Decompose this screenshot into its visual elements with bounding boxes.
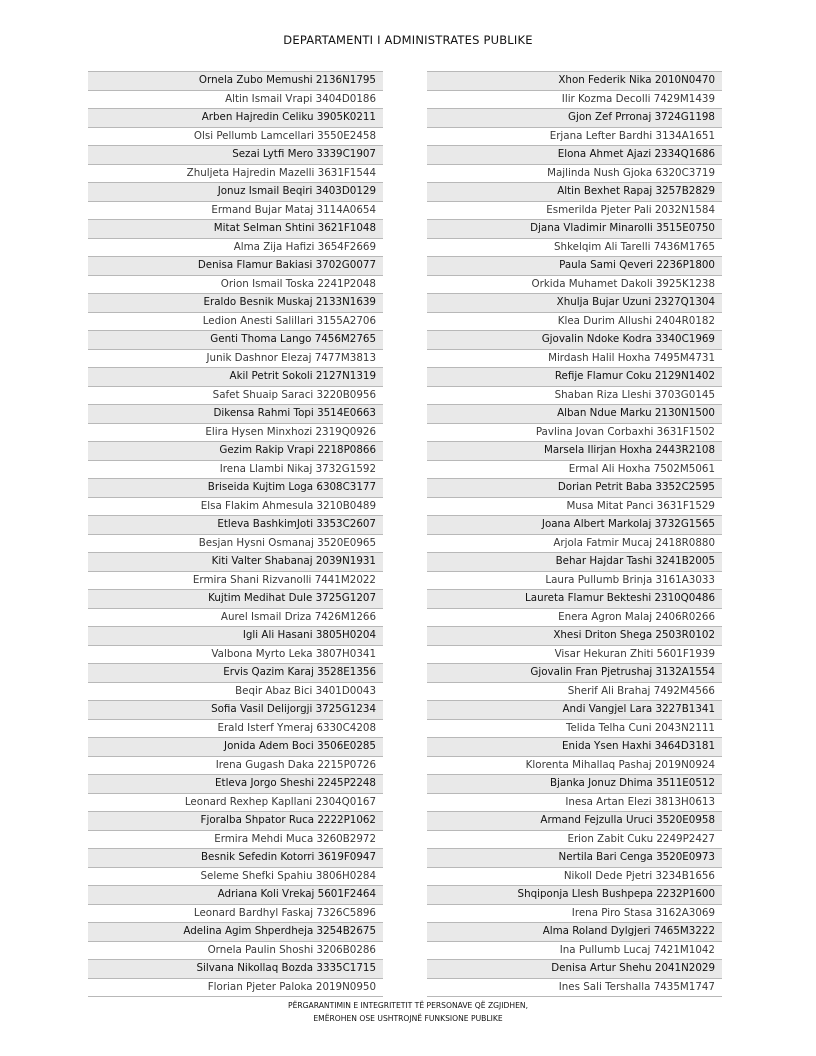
- list-item: Xhesi Driton Shega 2503R0102: [427, 627, 722, 646]
- footer-line-1: PËRGARANTIMIN E INTEGRITETIT TË PERSONAVE QË ZGJIDHEN,: [288, 1001, 528, 1010]
- list-item: Ermira Shani Rizvanolli 7441M2022: [88, 572, 383, 591]
- list-item: Briseida Kujtim Loga 6308C3177: [88, 479, 383, 498]
- list-item: Besjan Hysni Osmanaj 3520E0965: [88, 535, 383, 554]
- list-item: Silvana Nikollaq Bozda 3335C1715: [88, 960, 383, 979]
- footer-line-2: EMËROHEN OSE USHTROJNË FUNKSIONE PUBLIKE: [313, 1014, 503, 1023]
- list-item: Ornela Paulin Shoshi 3206B0286: [88, 942, 383, 961]
- list-item: Enida Ysen Haxhi 3464D3181: [427, 738, 722, 757]
- list-item: Etleva Jorgo Sheshi 2245P2248: [88, 775, 383, 794]
- list-item: Arben Hajredin Celiku 3905K0211: [88, 109, 383, 128]
- list-item: Xhulja Bujar Uzuni 2327Q1304: [427, 294, 722, 313]
- list-item: Alma Zija Hafizi 3654F2669: [88, 239, 383, 258]
- list-item: Mitat Selman Shtini 3621F1048: [88, 220, 383, 239]
- list-item: Leonard Rexhep Kapllani 2304Q0167: [88, 794, 383, 813]
- list-item: Mirdash Halil Hoxha 7495M4731: [427, 350, 722, 369]
- list-item: Kujtim Medihat Dule 3725G1207: [88, 590, 383, 609]
- list-item: Laureta Flamur Bekteshi 2310Q0486: [427, 590, 722, 609]
- list-item: Fjoralba Shpator Ruca 2222P1062: [88, 812, 383, 831]
- list-item: Visar Hekuran Zhiti 5601F1939: [427, 646, 722, 665]
- list-item: Ina Pullumb Lucaj 7421M1042: [427, 942, 722, 961]
- list-item: Ines Sali Tershalla 7435M1747: [427, 979, 722, 998]
- list-item: Dorian Petrit Baba 3352C2595: [427, 479, 722, 498]
- list-item: Alma Roland Dylgjeri 7465M3222: [427, 923, 722, 942]
- list-item: Laura Pullumb Brinja 3161A3033: [427, 572, 722, 591]
- list-item: Olsi Pellumb Lamcellari 3550E2458: [88, 128, 383, 147]
- list-item: Adriana Koli Vrekaj 5601F2464: [88, 886, 383, 905]
- list-item: Gjovalin Ndoke Kodra 3340C1969: [427, 331, 722, 350]
- list-item: Jonuz Ismail Beqiri 3403D0129: [88, 183, 383, 202]
- list-item: Aurel Ismail Driza 7426M1266: [88, 609, 383, 628]
- list-item: Ornela Zubo Memushi 2136N1795: [88, 72, 383, 91]
- list-item: Shaban Riza Lleshi 3703G0145: [427, 387, 722, 406]
- list-item: Shqiponja Llesh Bushpepa 2232P1600: [427, 886, 722, 905]
- list-item: Altin Bexhet Rapaj 3257B2829: [427, 183, 722, 202]
- list-item: Valbona Myrto Leka 3807H0341: [88, 646, 383, 665]
- list-item: Inesa Artan Elezi 3813H0613: [427, 794, 722, 813]
- list-item: Sherif Ali Brahaj 7492M4566: [427, 683, 722, 702]
- list-item: Safet Shuaip Saraci 3220B0956: [88, 387, 383, 406]
- list-item: Gjovalin Fran Pjetrushaj 3132A1554: [427, 664, 722, 683]
- list-item: Altin Ismail Vrapi 3404D0186: [88, 91, 383, 110]
- list-item: Elona Ahmet Ajazi 2334Q1686: [427, 146, 722, 165]
- list-item: Erald Isterf Ymeraj 6330C4208: [88, 720, 383, 739]
- list-item: Etleva BashkimJoti 3353C2607: [88, 516, 383, 535]
- list-item: Seleme Shefki Spahiu 3806H0284: [88, 868, 383, 887]
- list-item: Erjana Lefter Bardhi 3134A1651: [427, 128, 722, 147]
- list-item: Denisa Flamur Bakiasi 3702G0077: [88, 257, 383, 276]
- list-item: Beqir Abaz Bici 3401D0043: [88, 683, 383, 702]
- list-item: Ermand Bujar Mataj 3114A0654: [88, 202, 383, 221]
- list-item: Besnik Sefedin Kotorri 3619F0947: [88, 849, 383, 868]
- list-item: Refije Flamur Coku 2129N1402: [427, 368, 722, 387]
- list-item: Gezim Rakip Vrapi 2218P0866: [88, 442, 383, 461]
- list-item: Elsa Flakim Ahmesula 3210B0489: [88, 498, 383, 517]
- list-item: Musa Mitat Panci 3631F1529: [427, 498, 722, 517]
- left-name-column: [88, 71, 383, 997]
- list-item: Ermal Ali Hoxha 7502M5061: [427, 461, 722, 480]
- list-item: Nertila Bari Cenga 3520E0973: [427, 849, 722, 868]
- list-item: Pavlina Jovan Corbaxhi 3631F1502: [427, 424, 722, 443]
- list-item: Genti Thoma Lango 7456M2765: [88, 331, 383, 350]
- list-item: Behar Hajdar Tashi 3241B2005: [427, 553, 722, 572]
- list-item: Xhon Federik Nika 2010N0470: [427, 72, 722, 91]
- list-item: Igli Ali Hasani 3805H0204: [88, 627, 383, 646]
- right-name-column: [427, 71, 722, 997]
- list-item: Gjon Zef Prronaj 3724G1198: [427, 109, 722, 128]
- list-item: Andi Vangjel Lara 3227B1341: [427, 701, 722, 720]
- list-item: Irena Piro Stasa 3162A3069: [427, 905, 722, 924]
- list-item: Klea Durim Allushi 2404R0182: [427, 313, 722, 332]
- list-item: Akil Petrit Sokoli 2127N1319: [88, 368, 383, 387]
- list-item: Zhuljeta Hajredin Mazelli 3631F1544: [88, 165, 383, 184]
- list-item: Arjola Fatmir Mucaj 2418R0880: [427, 535, 722, 554]
- list-item: Irena Llambi Nikaj 3732G1592: [88, 461, 383, 480]
- list-item: Sezai Lytfi Mero 3339C1907: [88, 146, 383, 165]
- list-item: Bjanka Jonuz Dhima 3511E0512: [427, 775, 722, 794]
- list-item: Junik Dashnor Elezaj 7477M3813: [88, 350, 383, 369]
- list-item: Ervis Qazim Karaj 3528E1356: [88, 664, 383, 683]
- list-item: Armand Fejzulla Uruci 3520E0958: [427, 812, 722, 831]
- list-item: Leonard Bardhyl Faskaj 7326C5896: [88, 905, 383, 924]
- list-item: Marsela Ilirjan Hoxha 2443R2108: [427, 442, 722, 461]
- list-item: Eraldo Besnik Muskaj 2133N1639: [88, 294, 383, 313]
- list-item: Sofia Vasil Delijorgji 3725G1234: [88, 701, 383, 720]
- list-item: Kiti Valter Shabanaj 2039N1931: [88, 553, 383, 572]
- list-item: Esmerilda Pjeter Pali 2032N1584: [427, 202, 722, 221]
- list-item: Orkida Muhamet Dakoli 3925K1238: [427, 276, 722, 295]
- document-title: DEPARTAMENTI I ADMINISTRATES PUBLIKE: [283, 33, 533, 47]
- list-item: Majlinda Nush Gjoka 6320C3719: [427, 165, 722, 184]
- list-item: Telida Telha Cuni 2043N2111: [427, 720, 722, 739]
- list-item: Elira Hysen Minxhozi 2319Q0926: [88, 424, 383, 443]
- list-item: Orion Ismail Toska 2241P2048: [88, 276, 383, 295]
- list-item: Joana Albert Markolaj 3732G1565: [427, 516, 722, 535]
- list-item: Ermira Mehdi Muca 3260B2972: [88, 831, 383, 850]
- list-item: Denisa Artur Shehu 2041N2029: [427, 960, 722, 979]
- list-item: Djana Vladimir Minarolli 3515E0750: [427, 220, 722, 239]
- list-item: Ledion Anesti Salillari 3155A2706: [88, 313, 383, 332]
- list-item: Paula Sami Qeveri 2236P1800: [427, 257, 722, 276]
- list-item: Ilir Kozma Decolli 7429M1439: [427, 91, 722, 110]
- footer: [0, 999, 816, 1025]
- list-item: Jonida Adem Boci 3506E0285: [88, 738, 383, 757]
- list-item: Klorenta Mihallaq Pashaj 2019N0924: [427, 757, 722, 776]
- list-item: Dikensa Rahmi Topi 3514E0663: [88, 405, 383, 424]
- list-item: Florian Pjeter Paloka 2019N0950: [88, 979, 383, 998]
- list-item: Enera Agron Malaj 2406R0266: [427, 609, 722, 628]
- list-item: Nikoll Dede Pjetri 3234B1656: [427, 868, 722, 887]
- list-item: Irena Gugash Daka 2215P0726: [88, 757, 383, 776]
- list-item: Erion Zabit Cuku 2249P2427: [427, 831, 722, 850]
- list-item: Adelina Agim Shperdheja 3254B2675: [88, 923, 383, 942]
- list-item: Shkelqim Ali Tarelli 7436M1765: [427, 239, 722, 258]
- list-item: Alban Ndue Marku 2130N1500: [427, 405, 722, 424]
